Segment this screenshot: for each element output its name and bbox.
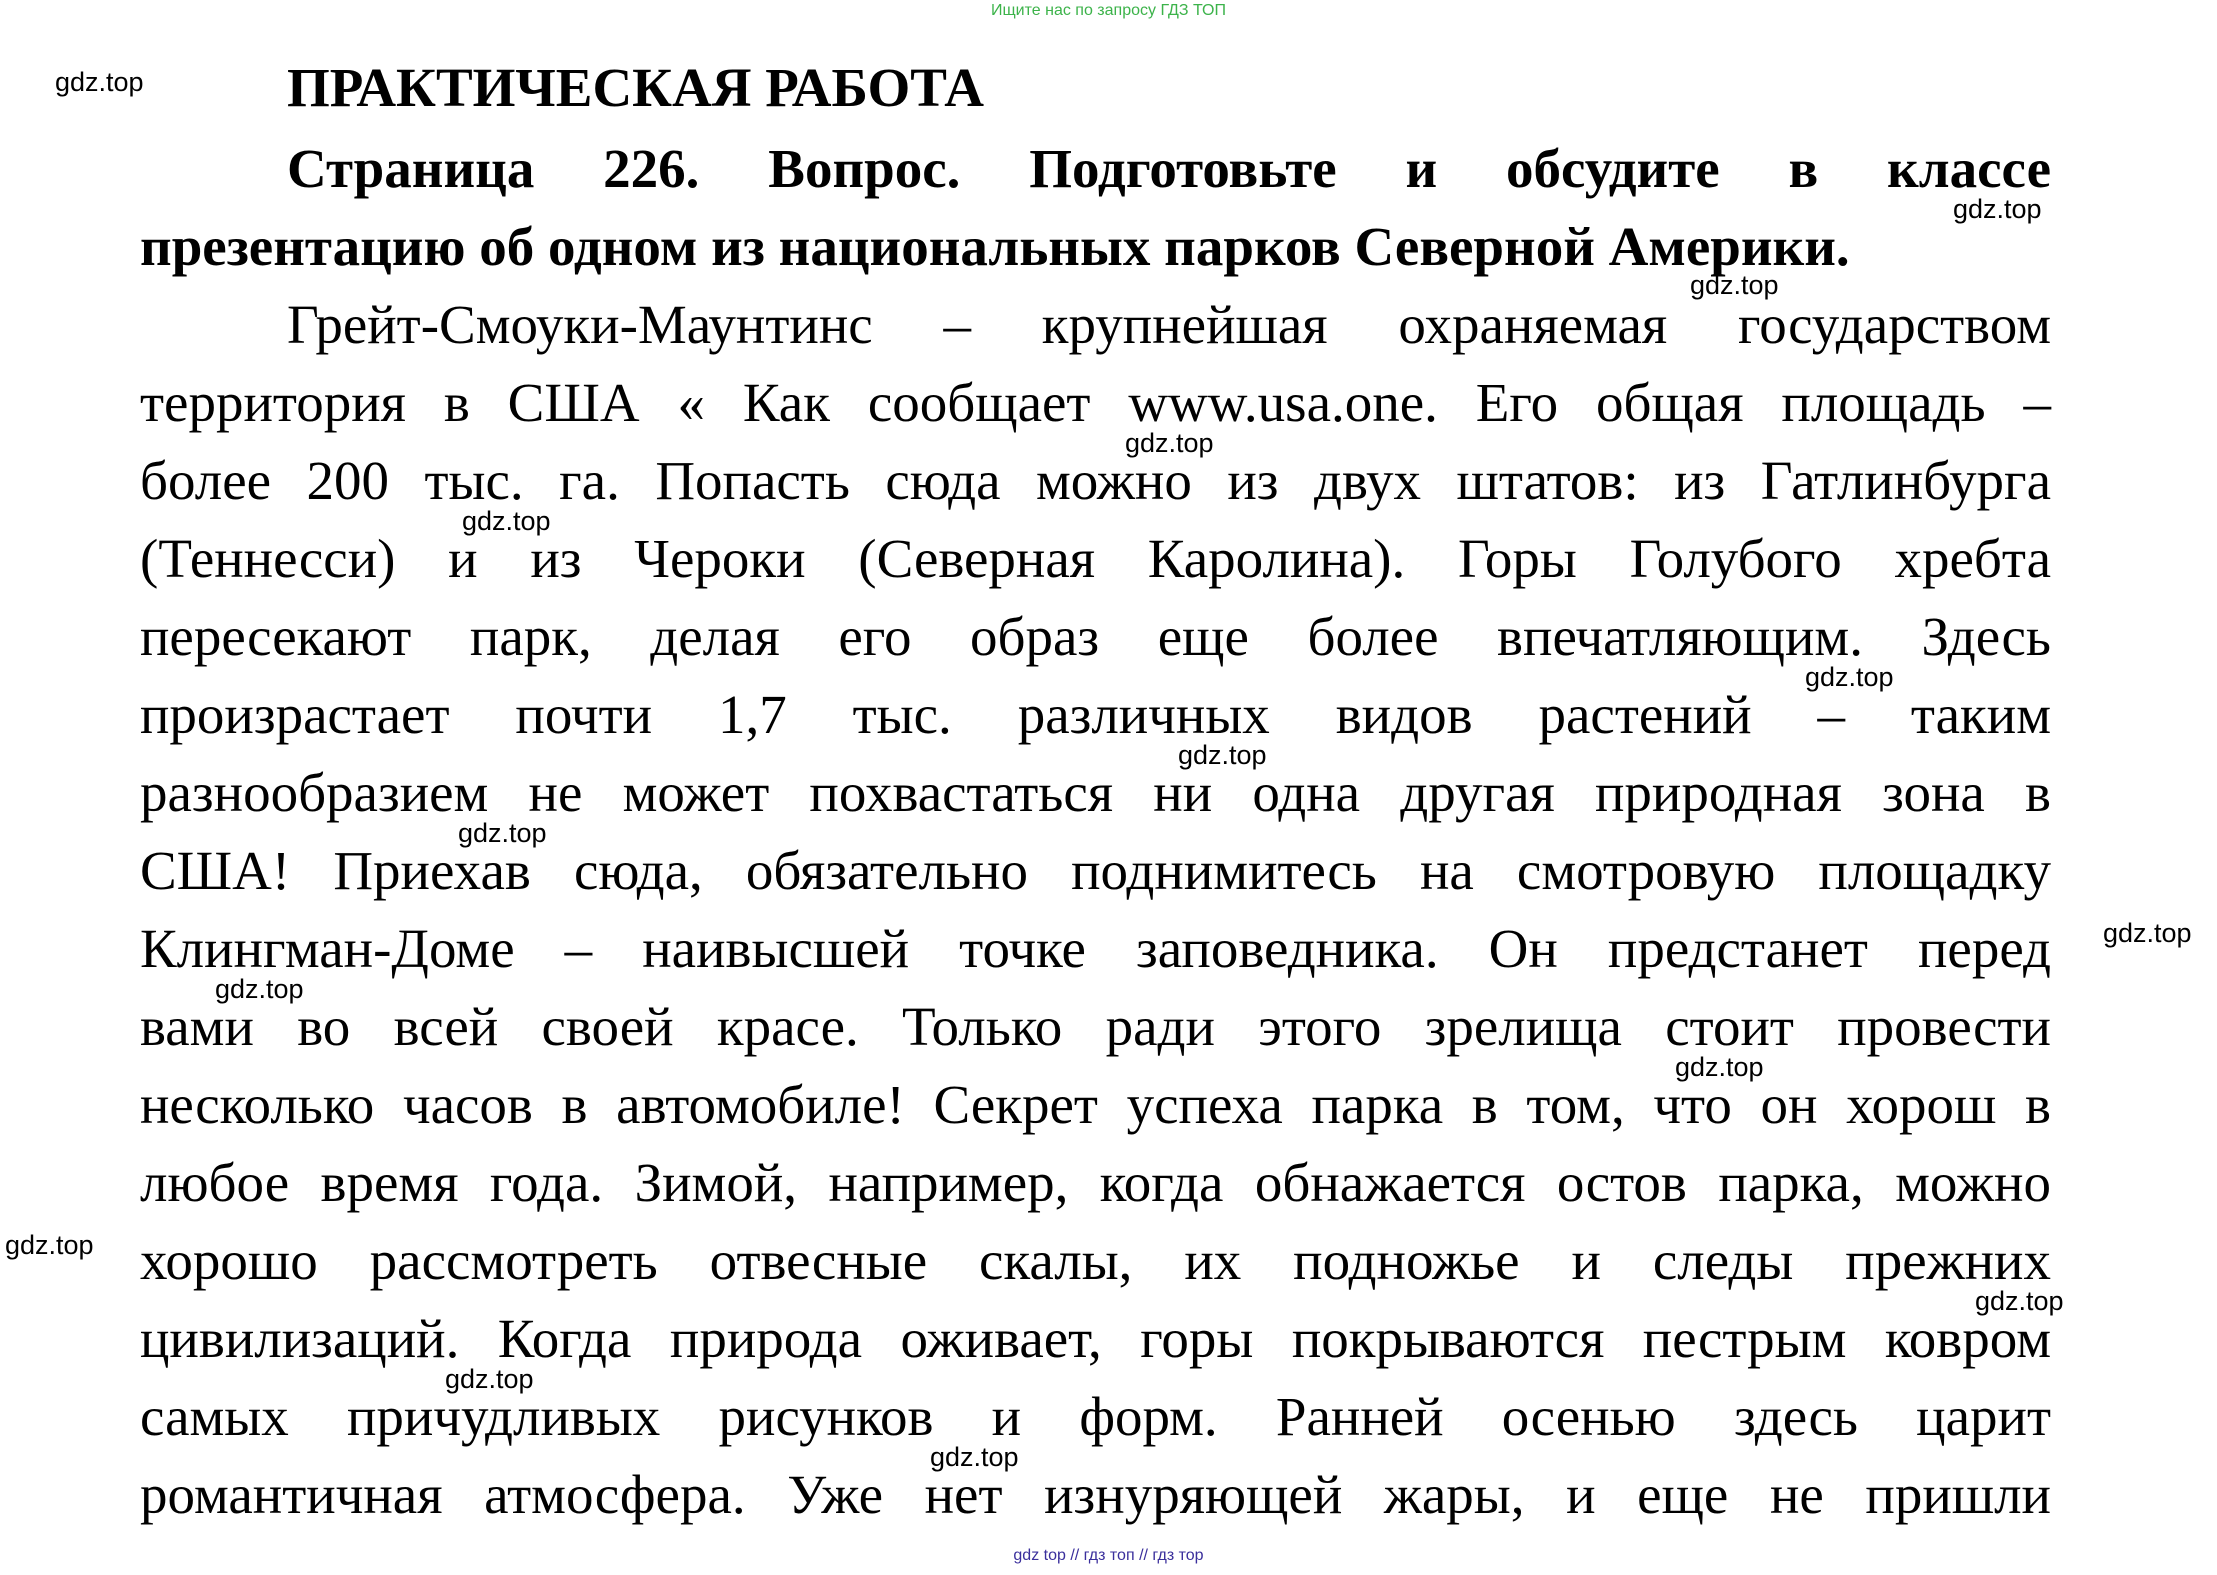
watermark: gdz.top [5,1230,94,1260]
watermark: gdz.top [2103,918,2192,948]
question-line-1: Страница 226. Вопрос. Подготовьте и обсудите в классе [287,138,2051,199]
paragraph-line: любое время года. Зимой, например, когда обнажается остов парка, можно [140,1152,2051,1213]
paragraph-line: самых причудливых рисунков и форм. Ранней осенью здесь царит [140,1386,2051,1447]
watermark: gdz.top [1125,428,1214,458]
top-banner: Ищите нас по запросу ГДЗ ТОП [991,2,1226,19]
paragraph-line: Грейт-Смоуки-Маунтинс – крупнейшая охраняемая государством [287,294,2051,355]
paragraph-line: пересекают парк, делая его образ еще более впечатляющим. Здесь [140,606,2051,667]
watermark: gdz.top [462,506,551,536]
watermark: gdz.top [1805,662,1894,692]
page-title: ПРАКТИЧЕСКАЯ РАБОТА [287,57,984,118]
watermark: gdz.top [1690,270,1779,300]
watermark: gdz.top [215,974,304,1004]
watermark: gdz.top [1953,194,2042,224]
paragraph-line: Клингман-Доме – наивысшей точке заповедника. Он предстанет перед [140,918,2051,979]
paragraph-line: США! Приехав сюда, обязательно поднимитесь на смотровую площадку [140,840,2051,901]
paragraph-line: цивилизаций. Когда природа оживает, горы покрываются пестрым ковром [140,1308,2051,1369]
watermark: gdz.top [930,1442,1019,1472]
watermark: gdz.top [445,1364,534,1394]
paragraph-line: несколько часов в автомобиле! Секрет успеха парка в том, что он хорош в [140,1074,2051,1135]
paragraph-line: (Теннесси) и из Чероки (Северная Каролина). Горы Голубого хребта [140,528,2051,589]
paragraph-line: романтичная атмосфера. Уже нет изнуряющей жары, и еще не пришли [140,1464,2051,1525]
paragraph-line: более 200 тыс. га. Попасть сюда можно из двух штатов: из Гатлинбурга [140,450,2051,511]
watermark: gdz.top [1178,740,1267,770]
paragraph-line: разнообразием не может похвастаться ни одна другая природная зона в [140,762,2051,823]
paragraph-line: хорошо рассмотреть отвесные скалы, их подножье и следы прежних [140,1230,2051,1291]
watermark: gdz.top [1675,1052,1764,1082]
watermark: gdz.top [458,818,547,848]
paragraph-line: вами во всей своей красе. Только ради этого зрелища стоит провести [140,996,2051,1057]
question-line-2: презентацию об одном из национальных парков Северной Америки. [140,216,1850,277]
paragraph-line: произрастает почти 1,7 тыс. различных видов растений – таким [140,684,2051,745]
watermark: gdz.top [1975,1286,2064,1316]
bottom-banner: gdz top // гдз топ // гдз тор [1013,1547,1204,1564]
paragraph-line: территория в США « Как сообщает www.usa.one. Его общая площадь – [140,372,2051,433]
watermark: gdz.top [55,67,144,97]
